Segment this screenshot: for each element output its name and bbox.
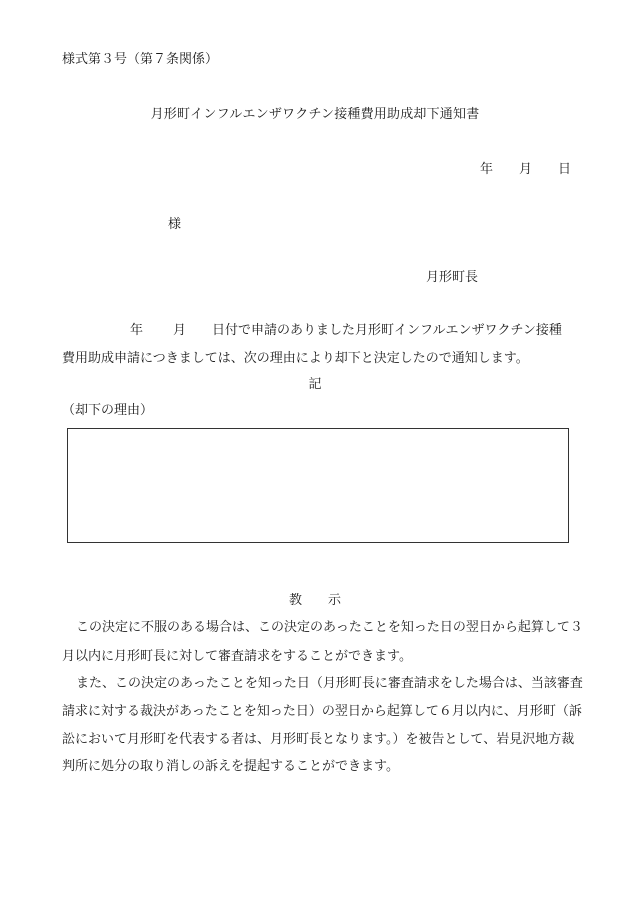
date-day-label: 日 xyxy=(558,162,572,177)
reason-label: （却下の理由） xyxy=(62,403,154,418)
date-line xyxy=(480,163,571,176)
ki-heading: 記 xyxy=(308,377,322,392)
body-line-1-text: 日付で申請のありました月形町インフルエンザワクチン接種 xyxy=(212,323,562,338)
date-year-label: 年 xyxy=(480,162,494,177)
notice-paragraph-1-line-2: 月以内に月形町長に対して審査請求をすることができます。 xyxy=(62,649,412,664)
body-year-label: 年 xyxy=(130,323,144,338)
body-month-label: 月 xyxy=(173,323,187,338)
issuer-name: 月形町長 xyxy=(426,270,479,285)
notice-paragraph-2-line-1: また、この決定のあったことを知った日（月形町長に審査請求をした場合は、当該審査 xyxy=(76,676,583,691)
notice-title: 教 示 xyxy=(288,593,341,608)
addressee-suffix: 様 xyxy=(168,217,182,232)
body-line-1 xyxy=(130,324,562,337)
notice-paragraph-2-line-2: 請求に対する裁決があったことを知った日）の翌日から起算して６月以内に、月形町（訴 xyxy=(62,704,582,719)
reason-box xyxy=(67,428,569,543)
date-month-label: 月 xyxy=(519,162,533,177)
form-number: 様式第３号（第７条関係） xyxy=(62,52,219,67)
notice-paragraph-2-line-4: 判所に処分の取り消しの訴えを提起することができます。 xyxy=(62,759,399,774)
notice-paragraph-1-line-1: この決定に不服のある場合は、この決定のあったことを知った日の翌日から起算して３ xyxy=(76,620,583,635)
body-line-2: 費用助成申請につきましては、次の理由により却下と決定したので通知します。 xyxy=(62,351,529,366)
document-title: 月形町インフルエンザワクチン接種費用助成却下通知書 xyxy=(150,107,480,122)
notice-paragraph-2-line-3: 訟において月形町を代表する者は、月形町長となります。）を被告として、岩見沢地方裁 xyxy=(62,732,575,747)
